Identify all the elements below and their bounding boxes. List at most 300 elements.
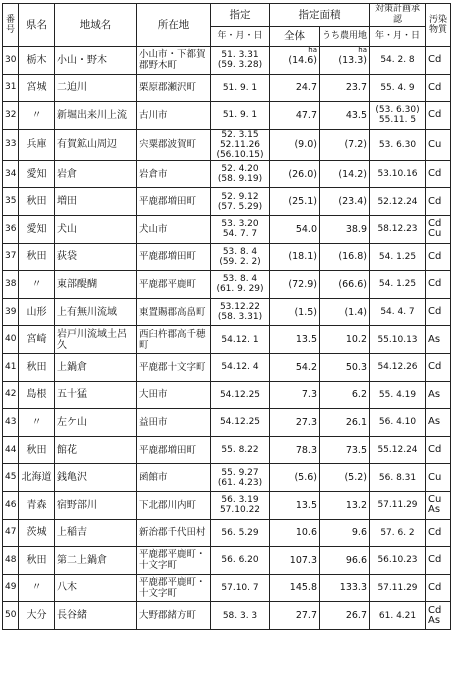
- location-cell: 大野郡緒方町: [137, 602, 211, 630]
- date-line: 58. 3. 3: [222, 610, 258, 621]
- location-cell: 岩倉市: [137, 160, 211, 188]
- area-total-cell: [270, 353, 320, 381]
- plan-date-cell: [370, 519, 426, 547]
- designation-date-cell: [211, 381, 270, 409]
- substance-line: As: [428, 614, 441, 626]
- plan-line: 57.11.29: [377, 582, 418, 593]
- unit-label: ha: [308, 46, 317, 54]
- substance-line: Cd: [428, 554, 442, 566]
- header-plan-date: 年・月・日: [370, 27, 426, 47]
- prefecture-cell: 北海道: [19, 464, 55, 492]
- area-total-cell: [270, 326, 320, 354]
- substance-line: As: [428, 416, 441, 428]
- area-farmland-value: 13.2: [345, 499, 367, 511]
- table-row: [3, 188, 451, 216]
- date-line: 52.11.26: [219, 139, 261, 150]
- row-number: 38: [3, 271, 19, 299]
- pollutant-cell: [426, 547, 451, 575]
- table-row: [3, 102, 451, 130]
- row-number: 45: [3, 464, 19, 492]
- date-line: 56. 3.19: [221, 495, 259, 506]
- plan-date-cell: [370, 574, 426, 602]
- row-number: 46: [3, 491, 19, 519]
- table-body: [3, 47, 451, 630]
- plan-date-cell: [370, 547, 426, 575]
- table-row: [3, 519, 451, 547]
- location-cell: 東置賜郡高畠町: [137, 298, 211, 326]
- area-farmland-cell: [320, 271, 370, 299]
- substance-line: Cd: [428, 54, 442, 66]
- row-number: 39: [3, 298, 19, 326]
- plan-date-cell: [370, 602, 426, 630]
- designation-date-cell: [211, 47, 270, 75]
- area-farmland-cell: [320, 464, 370, 492]
- designation-date-cell: [211, 129, 270, 160]
- designation-date-cell: [211, 102, 270, 130]
- area-total-cell: [270, 74, 320, 102]
- area-total-value: 107.3: [289, 554, 317, 566]
- header-no: 番号: [3, 4, 19, 47]
- substance-line: Cd: [428, 168, 442, 180]
- substance-line: Cd: [428, 195, 442, 207]
- prefecture-cell: 秋田: [19, 188, 55, 216]
- row-number: 35: [3, 188, 19, 216]
- area-name-cell: 上有無川流域: [55, 298, 137, 326]
- pollutant-cell: [426, 464, 451, 492]
- plan-line: 56.10.23: [377, 555, 418, 566]
- area-total-value: 13.5: [295, 499, 317, 511]
- plan-date-cell: [370, 353, 426, 381]
- location-cell: 函館市: [137, 464, 211, 492]
- area-farmland-value: 6.2: [351, 389, 367, 401]
- plan-date-cell: [370, 215, 426, 243]
- location-cell: 大田市: [137, 381, 211, 409]
- designation-date-cell: [211, 491, 270, 519]
- area-farmland-cell: [320, 547, 370, 575]
- plan-line: (53. 6.30): [375, 105, 420, 116]
- area-farmland-value: 26.7: [345, 610, 367, 622]
- table-row: [3, 491, 451, 519]
- plan-date-cell: [370, 491, 426, 519]
- substance-line: Cd: [428, 250, 442, 262]
- location-cell: 平鹿郡増田町: [137, 188, 211, 216]
- pollutant-cell: [426, 574, 451, 602]
- pollutant-cell: [426, 271, 451, 299]
- substance-line: Cd: [428, 218, 442, 230]
- plan-line: 55. 4. 9: [380, 82, 415, 93]
- area-farmland-value: 26.1: [345, 416, 367, 428]
- area-name-cell: 宿野部川: [55, 491, 137, 519]
- date-line: 55. 9.27: [221, 467, 259, 478]
- area-total-value: (26.0): [288, 168, 317, 180]
- area-farmland-cell: [320, 519, 370, 547]
- area-total-cell: [270, 102, 320, 130]
- area-farmland-cell: [320, 491, 370, 519]
- substance-line: As: [428, 504, 441, 516]
- plan-line: 56. 4.10: [378, 417, 417, 428]
- location-cell: 小山市・下都賀郡野木町: [137, 47, 211, 75]
- pollutant-cell: [426, 74, 451, 102]
- location-cell: 平鹿郡増田町: [137, 243, 211, 271]
- row-number: 44: [3, 436, 19, 464]
- designation-date-cell: [211, 74, 270, 102]
- date-line: (61. 4.23): [217, 477, 263, 488]
- area-name-cell: 第二上鍋倉: [55, 547, 137, 575]
- area-name-cell: 岩戸川流域土呂久: [55, 326, 137, 354]
- row-number: 33: [3, 129, 19, 160]
- area-total-cell: [270, 47, 320, 75]
- plan-line: 54. 4. 7: [380, 307, 415, 318]
- area-farmland-cell: [320, 188, 370, 216]
- prefecture-cell: 茨城: [19, 519, 55, 547]
- area-name-cell: 荻袋: [55, 243, 137, 271]
- prefecture-cell: 兵庫: [19, 129, 55, 160]
- pollutant-cell: [426, 436, 451, 464]
- designation-date-cell: [211, 188, 270, 216]
- date-line: 54.12. 1: [221, 334, 259, 345]
- substance-line: Cu: [428, 471, 442, 483]
- date-line: 57.10.22: [219, 505, 261, 516]
- area-farmland-cell: [320, 353, 370, 381]
- area-farmland-value: 133.3: [339, 582, 367, 594]
- area-total-cell: [270, 215, 320, 243]
- area-farmland-value: (7.2): [344, 139, 367, 151]
- pollutant-cell: [426, 243, 451, 271]
- area-farmland-cell: [320, 381, 370, 409]
- table-row: [3, 409, 451, 437]
- designation-date-cell: [211, 464, 270, 492]
- designation-date-cell: [211, 409, 270, 437]
- date-line: 54.12.25: [219, 417, 261, 428]
- area-name-cell: 新堀出来川上流: [55, 102, 137, 130]
- area-name-cell: 上稲吉: [55, 519, 137, 547]
- area-farmland-cell: [320, 47, 370, 75]
- area-farmland-value: (23.4): [338, 196, 367, 208]
- area-total-value: (18.1): [288, 251, 317, 263]
- row-number: 49: [3, 574, 19, 602]
- area-farmland-value: 9.6: [351, 527, 367, 539]
- substance-line: Cd: [428, 526, 442, 538]
- pollutant-cell: [426, 102, 451, 130]
- row-number: 43: [3, 409, 19, 437]
- designation-date-cell: [211, 326, 270, 354]
- area-farmland-value: (13.3): [338, 54, 367, 66]
- pollutant-cell: [426, 519, 451, 547]
- substance-line: Cd: [428, 278, 442, 290]
- area-farmland-value: 43.5: [345, 109, 367, 121]
- plan-line: 55.11. 5: [378, 115, 417, 126]
- area-farmland-value: 10.2: [345, 334, 367, 346]
- area-total-value: (5.6): [294, 472, 317, 484]
- area-name-cell: 館花: [55, 436, 137, 464]
- area-total-cell: [270, 188, 320, 216]
- area-total-cell: [270, 381, 320, 409]
- area-total-cell: [270, 602, 320, 630]
- prefecture-cell: 〃: [19, 271, 55, 299]
- area-name-cell: 岩倉: [55, 160, 137, 188]
- pollutant-cell: [426, 188, 451, 216]
- row-number: 34: [3, 160, 19, 188]
- date-line: (58. 9.19): [217, 174, 263, 185]
- prefecture-cell: 島根: [19, 381, 55, 409]
- date-line: 56. 5.29: [221, 527, 259, 538]
- area-total-cell: [270, 436, 320, 464]
- date-line: 51. 9. 1: [222, 110, 258, 121]
- plan-line: 54. 1.25: [378, 251, 417, 262]
- date-line: 51. 3.31: [221, 50, 259, 61]
- header-pollutant: 汚染物質: [426, 4, 451, 47]
- area-total-value: 145.8: [289, 582, 317, 594]
- date-line: (61. 9. 29): [216, 284, 264, 295]
- location-cell: 西臼杵郡高千穂町: [137, 326, 211, 354]
- row-number: 47: [3, 519, 19, 547]
- area-farmland-cell: [320, 74, 370, 102]
- date-line: 57.10. 7: [221, 582, 259, 593]
- location-cell: 平鹿郡平鹿町・十文字町: [137, 547, 211, 575]
- pollutant-cell: [426, 326, 451, 354]
- plan-line: 55. 4.19: [378, 389, 417, 400]
- header-designated-area: 指定面積: [270, 4, 370, 27]
- row-number: 41: [3, 353, 19, 381]
- table-row: [3, 47, 451, 75]
- location-cell: 平鹿郡平鹿町・十文字町: [137, 574, 211, 602]
- plan-date-cell: [370, 381, 426, 409]
- prefecture-cell: 宮城: [19, 74, 55, 102]
- plan-line: 53. 6.30: [378, 139, 417, 150]
- header-designation: 指定: [211, 4, 270, 27]
- area-total-value: (14.6): [288, 54, 317, 66]
- row-number: 48: [3, 547, 19, 575]
- prefecture-cell: 青森: [19, 491, 55, 519]
- plan-date-cell: [370, 464, 426, 492]
- substance-line: Cu: [428, 228, 442, 240]
- table-row: [3, 160, 451, 188]
- plan-line: 54. 2. 8: [380, 55, 415, 66]
- table-row: [3, 243, 451, 271]
- plan-line: 54. 1.25: [378, 279, 417, 290]
- designation-date-cell: [211, 243, 270, 271]
- substance-line: Cd: [428, 81, 442, 93]
- plan-date-cell: [370, 436, 426, 464]
- location-cell: 益田市: [137, 409, 211, 437]
- area-total-value: 47.7: [295, 109, 317, 121]
- plan-date-cell: [370, 102, 426, 130]
- date-line: 52. 4.20: [221, 164, 259, 175]
- plan-date-cell: [370, 74, 426, 102]
- pollutant-cell: [426, 215, 451, 243]
- area-total-value: 27.3: [295, 416, 317, 428]
- row-number: 42: [3, 381, 19, 409]
- area-name-cell: 銭亀沢: [55, 464, 137, 492]
- area-total-value: 54.0: [295, 223, 317, 235]
- area-total-value: 13.5: [295, 334, 317, 346]
- prefecture-cell: 秋田: [19, 436, 55, 464]
- table-row: [3, 436, 451, 464]
- plan-line: 57.11.29: [377, 500, 418, 511]
- header-prefecture: 県名: [19, 4, 55, 47]
- area-name-cell: 左ケ山: [55, 409, 137, 437]
- designation-date-cell: [211, 215, 270, 243]
- date-line: 54.12. 4: [221, 362, 259, 373]
- area-name-cell: 八木: [55, 574, 137, 602]
- designation-date-cell: [211, 574, 270, 602]
- designated-area-table: [2, 3, 451, 630]
- table-row: [3, 129, 451, 160]
- date-line: (56.10.15): [216, 149, 264, 160]
- area-total-value: 27.7: [295, 610, 317, 622]
- date-line: 52. 9.12: [221, 191, 259, 202]
- plan-line: 55.12.24: [377, 445, 418, 456]
- row-number: 30: [3, 47, 19, 75]
- location-cell: 下北郡川内町: [137, 491, 211, 519]
- area-total-cell: [270, 491, 320, 519]
- row-number: 31: [3, 74, 19, 102]
- row-number: 36: [3, 215, 19, 243]
- plan-line: 55.10.13: [377, 334, 418, 345]
- date-line: 54. 7. 7: [222, 229, 258, 240]
- designation-date-cell: [211, 271, 270, 299]
- area-total-cell: [270, 409, 320, 437]
- area-total-cell: [270, 464, 320, 492]
- location-cell: 平鹿郡十文字町: [137, 353, 211, 381]
- designation-date-cell: [211, 602, 270, 630]
- area-farmland-cell: [320, 436, 370, 464]
- plan-line: 57. 6. 2: [380, 527, 415, 538]
- prefecture-cell: 愛知: [19, 215, 55, 243]
- area-total-cell: [270, 547, 320, 575]
- date-line: (57. 5.29): [217, 201, 263, 212]
- area-name-cell: 有賀鉱山周辺: [55, 129, 137, 160]
- header-location: 所在地: [137, 4, 211, 47]
- area-farmland-cell: [320, 215, 370, 243]
- plan-date-cell: [370, 47, 426, 75]
- plan-date-cell: [370, 409, 426, 437]
- date-line: 53.12.22: [219, 302, 261, 313]
- designation-date-cell: [211, 160, 270, 188]
- pollutant-cell: [426, 353, 451, 381]
- pollutant-cell: [426, 129, 451, 160]
- prefecture-cell: 〃: [19, 574, 55, 602]
- area-name-cell: 二迫川: [55, 74, 137, 102]
- area-farmland-cell: [320, 160, 370, 188]
- table-row: [3, 547, 451, 575]
- area-name-cell: 東部醍醐: [55, 271, 137, 299]
- unit-label: ha: [358, 46, 367, 54]
- date-line: 54.12.25: [219, 389, 261, 400]
- plan-date-cell: [370, 160, 426, 188]
- prefecture-cell: 大分: [19, 602, 55, 630]
- pollutant-cell: [426, 47, 451, 75]
- prefecture-cell: 山形: [19, 298, 55, 326]
- area-name-cell: 増田: [55, 188, 137, 216]
- date-line: (59. 3.28): [217, 60, 263, 71]
- plan-date-cell: [370, 243, 426, 271]
- table-row: [3, 353, 451, 381]
- pollutant-cell: [426, 491, 451, 519]
- location-cell: 平鹿郡増田町: [137, 436, 211, 464]
- pollutant-cell: [426, 409, 451, 437]
- row-number: 40: [3, 326, 19, 354]
- area-name-cell: 五十猛: [55, 381, 137, 409]
- area-name-cell: 犬山: [55, 215, 137, 243]
- area-farmland-cell: [320, 298, 370, 326]
- row-number: 32: [3, 102, 19, 130]
- area-farmland-cell: [320, 602, 370, 630]
- area-total-cell: [270, 160, 320, 188]
- plan-date-cell: [370, 188, 426, 216]
- area-farmland-value: 23.7: [345, 82, 367, 94]
- area-total-value: (25.1): [288, 196, 317, 208]
- plan-line: 56. 8.31: [378, 472, 417, 483]
- table-row: [3, 74, 451, 102]
- prefecture-cell: 栃木: [19, 47, 55, 75]
- pollutant-cell: [426, 381, 451, 409]
- plan-line: 52.12.24: [377, 196, 418, 207]
- header-plan-approval: 対策計画承認: [370, 4, 426, 27]
- area-total-cell: [270, 271, 320, 299]
- area-farmland-value: 96.6: [345, 554, 367, 566]
- area-total-cell: [270, 298, 320, 326]
- designation-date-cell: [211, 353, 270, 381]
- substance-line: Cd: [428, 581, 442, 593]
- date-line: 51. 9. 1: [222, 82, 258, 93]
- area-farmland-value: (66.6): [338, 278, 367, 290]
- area-farmland-value: (5.2): [344, 472, 367, 484]
- table-row: [3, 298, 451, 326]
- location-cell: 新治郡千代田村: [137, 519, 211, 547]
- row-number: 50: [3, 602, 19, 630]
- date-line: 52. 3.15: [221, 129, 259, 140]
- header-designation-date: 年・月・日: [211, 27, 270, 47]
- area-farmland-cell: [320, 243, 370, 271]
- table-row: [3, 464, 451, 492]
- prefecture-cell: 愛知: [19, 160, 55, 188]
- area-total-cell: [270, 519, 320, 547]
- designation-date-cell: [211, 436, 270, 464]
- area-total-value: (9.0): [294, 139, 317, 151]
- area-farmland-value: (16.8): [338, 251, 367, 263]
- substance-line: Cd: [428, 306, 442, 318]
- pollutant-cell: [426, 160, 451, 188]
- area-name-cell: 小山・野木: [55, 47, 137, 75]
- area-total-value: 7.3: [301, 389, 317, 401]
- area-total-value: (1.5): [294, 306, 317, 318]
- plan-line: 58.12.23: [377, 224, 418, 235]
- area-total-value: 78.3: [295, 444, 317, 456]
- designation-date-cell: [211, 547, 270, 575]
- substance-line: As: [428, 388, 441, 400]
- substance-line: As: [428, 333, 441, 345]
- area-farmland-value: 38.9: [345, 223, 367, 235]
- table-row: [3, 215, 451, 243]
- substance-line: Cu: [428, 494, 442, 506]
- area-total-cell: [270, 129, 320, 160]
- area-name-cell: 長谷緒: [55, 602, 137, 630]
- plan-line: 53.10.16: [377, 169, 418, 180]
- pollutant-cell: [426, 602, 451, 630]
- designation-date-cell: [211, 298, 270, 326]
- substance-line: Cd: [428, 444, 442, 456]
- location-cell: 平鹿郡平鹿町: [137, 271, 211, 299]
- area-total-value: 54.2: [295, 361, 317, 373]
- table-row: [3, 271, 451, 299]
- plan-date-cell: [370, 271, 426, 299]
- prefecture-cell: 宮崎: [19, 326, 55, 354]
- area-total-value: (72.9): [288, 278, 317, 290]
- plan-date-cell: [370, 326, 426, 354]
- area-farmland-cell: [320, 409, 370, 437]
- area-farmland-cell: [320, 326, 370, 354]
